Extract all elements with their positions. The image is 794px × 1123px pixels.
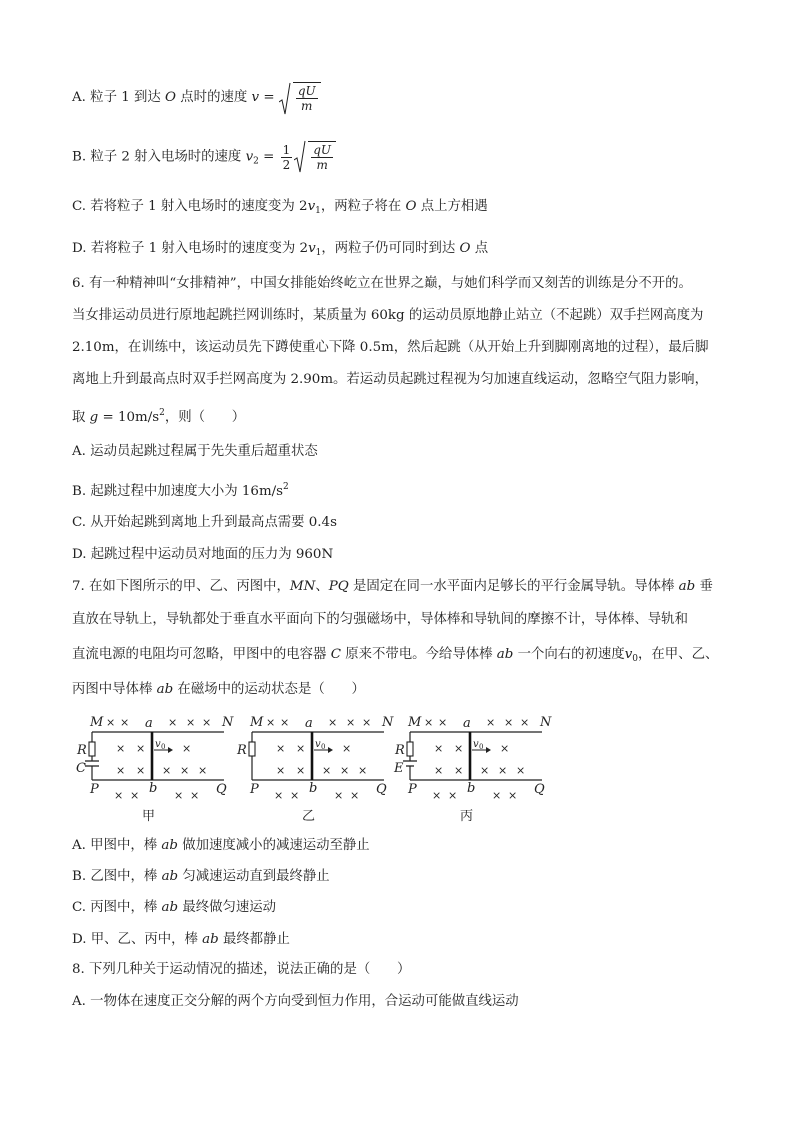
q5-d-text: D. 若将粒子 1 射入电场时的速度变为 2: [72, 241, 309, 256]
q7-stem-line-2: 直放在导轨上，导轨都处于垂直水平面向下的匀强磁场中，导体棒和导轨间的摩擦不计，导体棒、导轨和: [72, 612, 688, 627]
fig3-field-cross-15: ×: [492, 789, 502, 802]
fig1-label-v0-sub: 0: [161, 743, 166, 751]
q5-b-half-den: 2: [282, 157, 291, 172]
q7-d-ab: ab: [202, 932, 219, 947]
q5-option-c: [72, 197, 488, 221]
q6-option-b: [72, 477, 289, 502]
q7-l1-pq: PQ: [328, 579, 349, 594]
fig1-label-b: b: [149, 781, 158, 796]
fig2-label-n: N: [382, 715, 394, 730]
fig1-field-cross-3: ×: [186, 716, 196, 729]
q5-b-text: B. 粒子 2 射入电场时的速度: [72, 149, 246, 165]
fig1-field-cross-4: ×: [202, 716, 212, 729]
fig1-label-extra: C: [76, 761, 86, 776]
q7-b-text: B. 乙图中，棒: [72, 869, 162, 884]
fig3-field-cross-10: ×: [480, 764, 490, 777]
q7-c-end: 最终做匀速运动: [178, 900, 277, 915]
fig3-field-cross-13: ×: [432, 789, 442, 802]
q5-c-text-end: 点上方相遇: [416, 199, 488, 214]
q5-b-sqrt: [294, 140, 338, 174]
q6-option-a: A. 运动员起跳过程属于先失重后超重状态: [72, 444, 318, 459]
fig3-label-v0-sub: 0: [479, 743, 484, 751]
q5-c-sub: 1: [315, 206, 321, 216]
q6-b-sup: 2: [283, 482, 289, 492]
fig2-field-cross-3: ×: [346, 716, 356, 729]
q7-l3-text: 直流电源的电阻均可忽略，甲图中的电容器: [72, 647, 331, 662]
fig3-resistor: [407, 742, 413, 756]
q7-l3-text-mid: 原来不带电。今给导体棒: [340, 647, 497, 662]
fig1-caption: 甲: [142, 809, 156, 824]
fig2-resistor: [249, 742, 255, 756]
q5-a-sqrt: [279, 82, 323, 113]
q5-d-text-end: 点: [470, 241, 489, 256]
fig3-label-q: Q: [534, 782, 545, 797]
q7-d-end: 最终都静止: [218, 932, 290, 947]
fig3-arrow-head: [486, 747, 491, 753]
q7-l1-ab: ab: [678, 579, 696, 594]
q5-a-point-o: O: [165, 90, 177, 105]
q7-a-text: A. 甲图中，棒: [72, 838, 162, 853]
fig1-field-cross-13: ×: [114, 789, 124, 802]
fig3-field-cross-4: ×: [520, 716, 530, 729]
fig2-field-cross-15: ×: [334, 789, 344, 802]
q6-option-d: D. 起跳过程中运动员对地面的压力为 960N: [72, 547, 334, 562]
q5-c-var-v: v: [307, 199, 316, 214]
fig1-field-cross-7: ×: [182, 742, 192, 755]
q5-c-text-mid: ，两粒子将在: [320, 199, 406, 214]
q6-stem-line-1: 6. 有一种精神叫“女排精神”，中国女排能始终屹立在世界之巅，与她们科学而又刻苦的训练是分不开的。: [72, 276, 692, 291]
q7-l4-ab: ab: [156, 682, 174, 697]
fig3-label-a: a: [463, 716, 471, 731]
q5-a-denominator: m: [301, 99, 313, 113]
fig3-field-cross-6: ×: [454, 742, 464, 755]
q7-b-ab: ab: [161, 869, 179, 884]
fig2-field-cross-2: ×: [328, 716, 338, 729]
q7-option-c: [72, 898, 276, 918]
fig2-label-p: P: [250, 782, 259, 797]
fig3-label-b: b: [467, 781, 476, 796]
fig1-field-cross-8: ×: [116, 764, 126, 777]
q5-d-sub: 1: [315, 248, 322, 258]
fig3-caption: 丙: [460, 809, 474, 824]
fig3-field-cross-5: ×: [434, 742, 444, 755]
q7-c-text: C. 丙图中，棒: [72, 900, 162, 915]
q5-a-text: A. 粒子 1 到达: [72, 90, 166, 105]
q7-option-b: [72, 867, 330, 887]
fig1-field-cross-2: ×: [168, 716, 178, 729]
fig2-field-cross-1: ×: [280, 716, 290, 729]
q6-stem-line-5: [72, 403, 245, 428]
fig3-field-cross-1: ×: [438, 716, 448, 729]
q5-b-equals: =: [258, 149, 279, 165]
q7-l1-end: 垂: [695, 579, 713, 594]
fig2-field-cross-11: ×: [340, 764, 350, 777]
fig1-arrow-head: [168, 747, 173, 753]
fig2-label-m: M: [250, 715, 264, 730]
fig3-label-p: P: [408, 782, 417, 797]
q7-option-a: [72, 836, 370, 856]
fig3-field-cross-14: ×: [448, 789, 458, 802]
q5-c-point-o: O: [405, 199, 417, 214]
q7-l1-sep: 、: [315, 579, 329, 594]
q5-a-equals: =: [259, 90, 279, 105]
q5-c-text: C. 若将粒子 1 射入电场时的速度变为 2: [72, 199, 308, 214]
fig2-field-cross-9: ×: [296, 764, 306, 777]
fig1-field-cross-5: ×: [116, 742, 126, 755]
fig1-label-m: M: [90, 715, 104, 730]
fig2-field-cross-16: ×: [350, 789, 360, 802]
fig2-field-cross-6: ×: [296, 742, 306, 755]
fig3-label-r: R: [395, 743, 405, 758]
q5-option-b: [72, 140, 338, 174]
q5-d-text-mid: ，两粒子仍可同时到达: [321, 241, 460, 256]
q6-stem-line-2: 当女排运动员进行原地起跳拦网训练时，某质量为 60kg 的运动员原地静止站立（不起跳）双手拦网高度为: [72, 308, 704, 323]
fig1-resistor: [89, 742, 95, 756]
fig2-label-a: a: [305, 716, 313, 731]
fig3-field-cross-9: ×: [454, 764, 464, 777]
q7-stem-line-1: [72, 577, 713, 597]
fig1-field-cross-14: ×: [130, 789, 140, 802]
fig2-label-v0-sub: 0: [321, 743, 326, 751]
fig1-label-n: N: [222, 715, 234, 730]
q6-b-text: B. 起跳过程中加速度大小为 16m/s: [72, 484, 284, 499]
q7-l3-ab: ab: [496, 647, 514, 662]
fig1-label-q: Q: [216, 782, 227, 797]
fig2-field-cross-13: ×: [274, 789, 284, 802]
fig1-field-cross-10: ×: [162, 764, 172, 777]
q5-d-var-v: v: [308, 241, 316, 256]
fig1-label-v0: v: [155, 739, 161, 750]
q7-l4-end: 在磁场中的运动状态是（ ）: [173, 682, 365, 697]
q7-b-end: 匀减速运动直到最终静止: [178, 869, 330, 884]
q7-l4-text: 丙图中导体棒: [72, 682, 157, 697]
fig3-field-cross-16: ×: [508, 789, 518, 802]
fig3-label-extra: E: [394, 761, 404, 776]
q6-var-g: g: [89, 410, 99, 425]
fig3-field-cross-3: ×: [504, 716, 514, 729]
q7-l3-end: ，在甲、乙、: [638, 647, 719, 662]
fig2-field-cross-10: ×: [322, 764, 332, 777]
fig2-field-cross-0: ×: [266, 716, 276, 729]
fig1-field-cross-0: ×: [106, 716, 116, 729]
fig2-field-cross-7: ×: [342, 742, 352, 755]
q5-b-denominator: m: [316, 158, 328, 172]
fig2-field-cross-4: ×: [362, 716, 372, 729]
fig3-field-cross-8: ×: [434, 764, 444, 777]
q5-option-d: [72, 239, 488, 263]
fig2-field-cross-12: ×: [358, 764, 368, 777]
fig1-field-cross-1: ×: [120, 716, 130, 729]
q7-l3-v: v: [624, 647, 633, 662]
q7-option-d: [72, 930, 290, 950]
fig2-label-v0: v: [315, 739, 321, 750]
q7-stem-line-3: [72, 645, 718, 669]
q6-g-sup: 2: [159, 408, 165, 418]
q5-b-half: [281, 143, 293, 172]
q5-a-numerator: qU: [297, 84, 316, 98]
q6-option-c: C. 从开始起跳到离地上升到最高点需要 0.4s: [72, 515, 337, 530]
q7-l1-mn: MN: [289, 579, 316, 594]
fig1-label-a: a: [145, 716, 153, 731]
fig3-field-cross-0: ×: [424, 716, 434, 729]
q8-stem: 8. 下列几种关于运动情况的描述，说法正确的是（ ）: [72, 962, 411, 977]
fig3-field-cross-12: ×: [516, 764, 526, 777]
fig1-label-r: R: [77, 743, 87, 758]
fig1-field-cross-6: ×: [136, 742, 146, 755]
fig1-field-cross-16: ×: [190, 789, 200, 802]
fig2-field-cross-5: ×: [276, 742, 286, 755]
q5-a-var-v: v: [251, 90, 260, 105]
q7-l3-sub: 0: [632, 654, 639, 664]
fig2-label-b: b: [309, 781, 318, 796]
q7-a-end: 做加速度减小的减速运动至静止: [177, 838, 370, 853]
q7-stem-line-4: [72, 680, 365, 700]
q5-option-a: [72, 82, 323, 112]
q6-stem-line-4: 离地上升到最高点时双手拦网高度为 2.90m。若运动员起跳过程视为匀加速直线运动，忽略空气阻力影响，: [72, 372, 708, 387]
q7-l3-c: C: [330, 647, 341, 662]
fig3-field-cross-7: ×: [500, 742, 510, 755]
q7-d-text: D. 甲、乙、丙中，棒: [72, 932, 203, 947]
q7-l1-text-mid: 是固定在同一水平面内足够长的平行金属导轨。导体棒: [348, 579, 679, 594]
fig3-field-cross-2: ×: [486, 716, 496, 729]
fig2-field-cross-8: ×: [276, 764, 286, 777]
fig3-label-v0: v: [473, 739, 479, 750]
q5-b-sub: 2: [253, 156, 259, 167]
q8-option-a: A. 一物体在速度正交分解的两个方向受到恒力作用，合运动可能做直线运动: [72, 994, 519, 1009]
q7-a-ab: ab: [161, 838, 178, 853]
fig2-caption: 乙: [302, 809, 316, 824]
fig1-label-p: P: [90, 782, 99, 797]
fig3-label-n: N: [540, 715, 552, 730]
fig3-field-cross-11: ×: [498, 764, 508, 777]
q5-d-point-o: O: [459, 241, 471, 256]
q5-b-half-num: 1: [282, 142, 291, 157]
q7-circuit-diagrams: [72, 712, 552, 832]
q7-l3-text-2: 一个向右的初速度: [513, 647, 625, 662]
q6-line5-end: ，则（ ）: [164, 410, 246, 425]
fig2-label-q: Q: [376, 782, 387, 797]
fig3-label-m: M: [408, 715, 422, 730]
q5-b-numerator: qU: [313, 143, 332, 157]
fig1-field-cross-15: ×: [174, 789, 184, 802]
q7-l1-text: 7. 在如下图所示的甲、乙、丙图中，: [72, 579, 290, 594]
fig1-field-cross-11: ×: [180, 764, 190, 777]
q7-figures: [72, 712, 552, 832]
fig1-field-cross-12: ×: [198, 764, 208, 777]
q6-stem-line-3: 2.10m，在训练中，该运动员先下蹲使重心下降 0.5m，然后起跳（从开始上升到脚刚离地的过程），最后脚: [72, 340, 709, 355]
fig2-arrow-head: [328, 747, 333, 753]
fig2-label-r: R: [237, 743, 247, 758]
q6-line5-text: 取: [72, 410, 90, 425]
fig2-field-cross-14: ×: [290, 789, 300, 802]
q6-g-value: = 10m/s: [98, 410, 160, 425]
fig1-field-cross-9: ×: [136, 764, 146, 777]
q5-a-text-mid: 点时的速度: [176, 90, 252, 105]
q5-b-var-v: v: [245, 149, 254, 165]
q7-c-ab: ab: [161, 900, 179, 915]
